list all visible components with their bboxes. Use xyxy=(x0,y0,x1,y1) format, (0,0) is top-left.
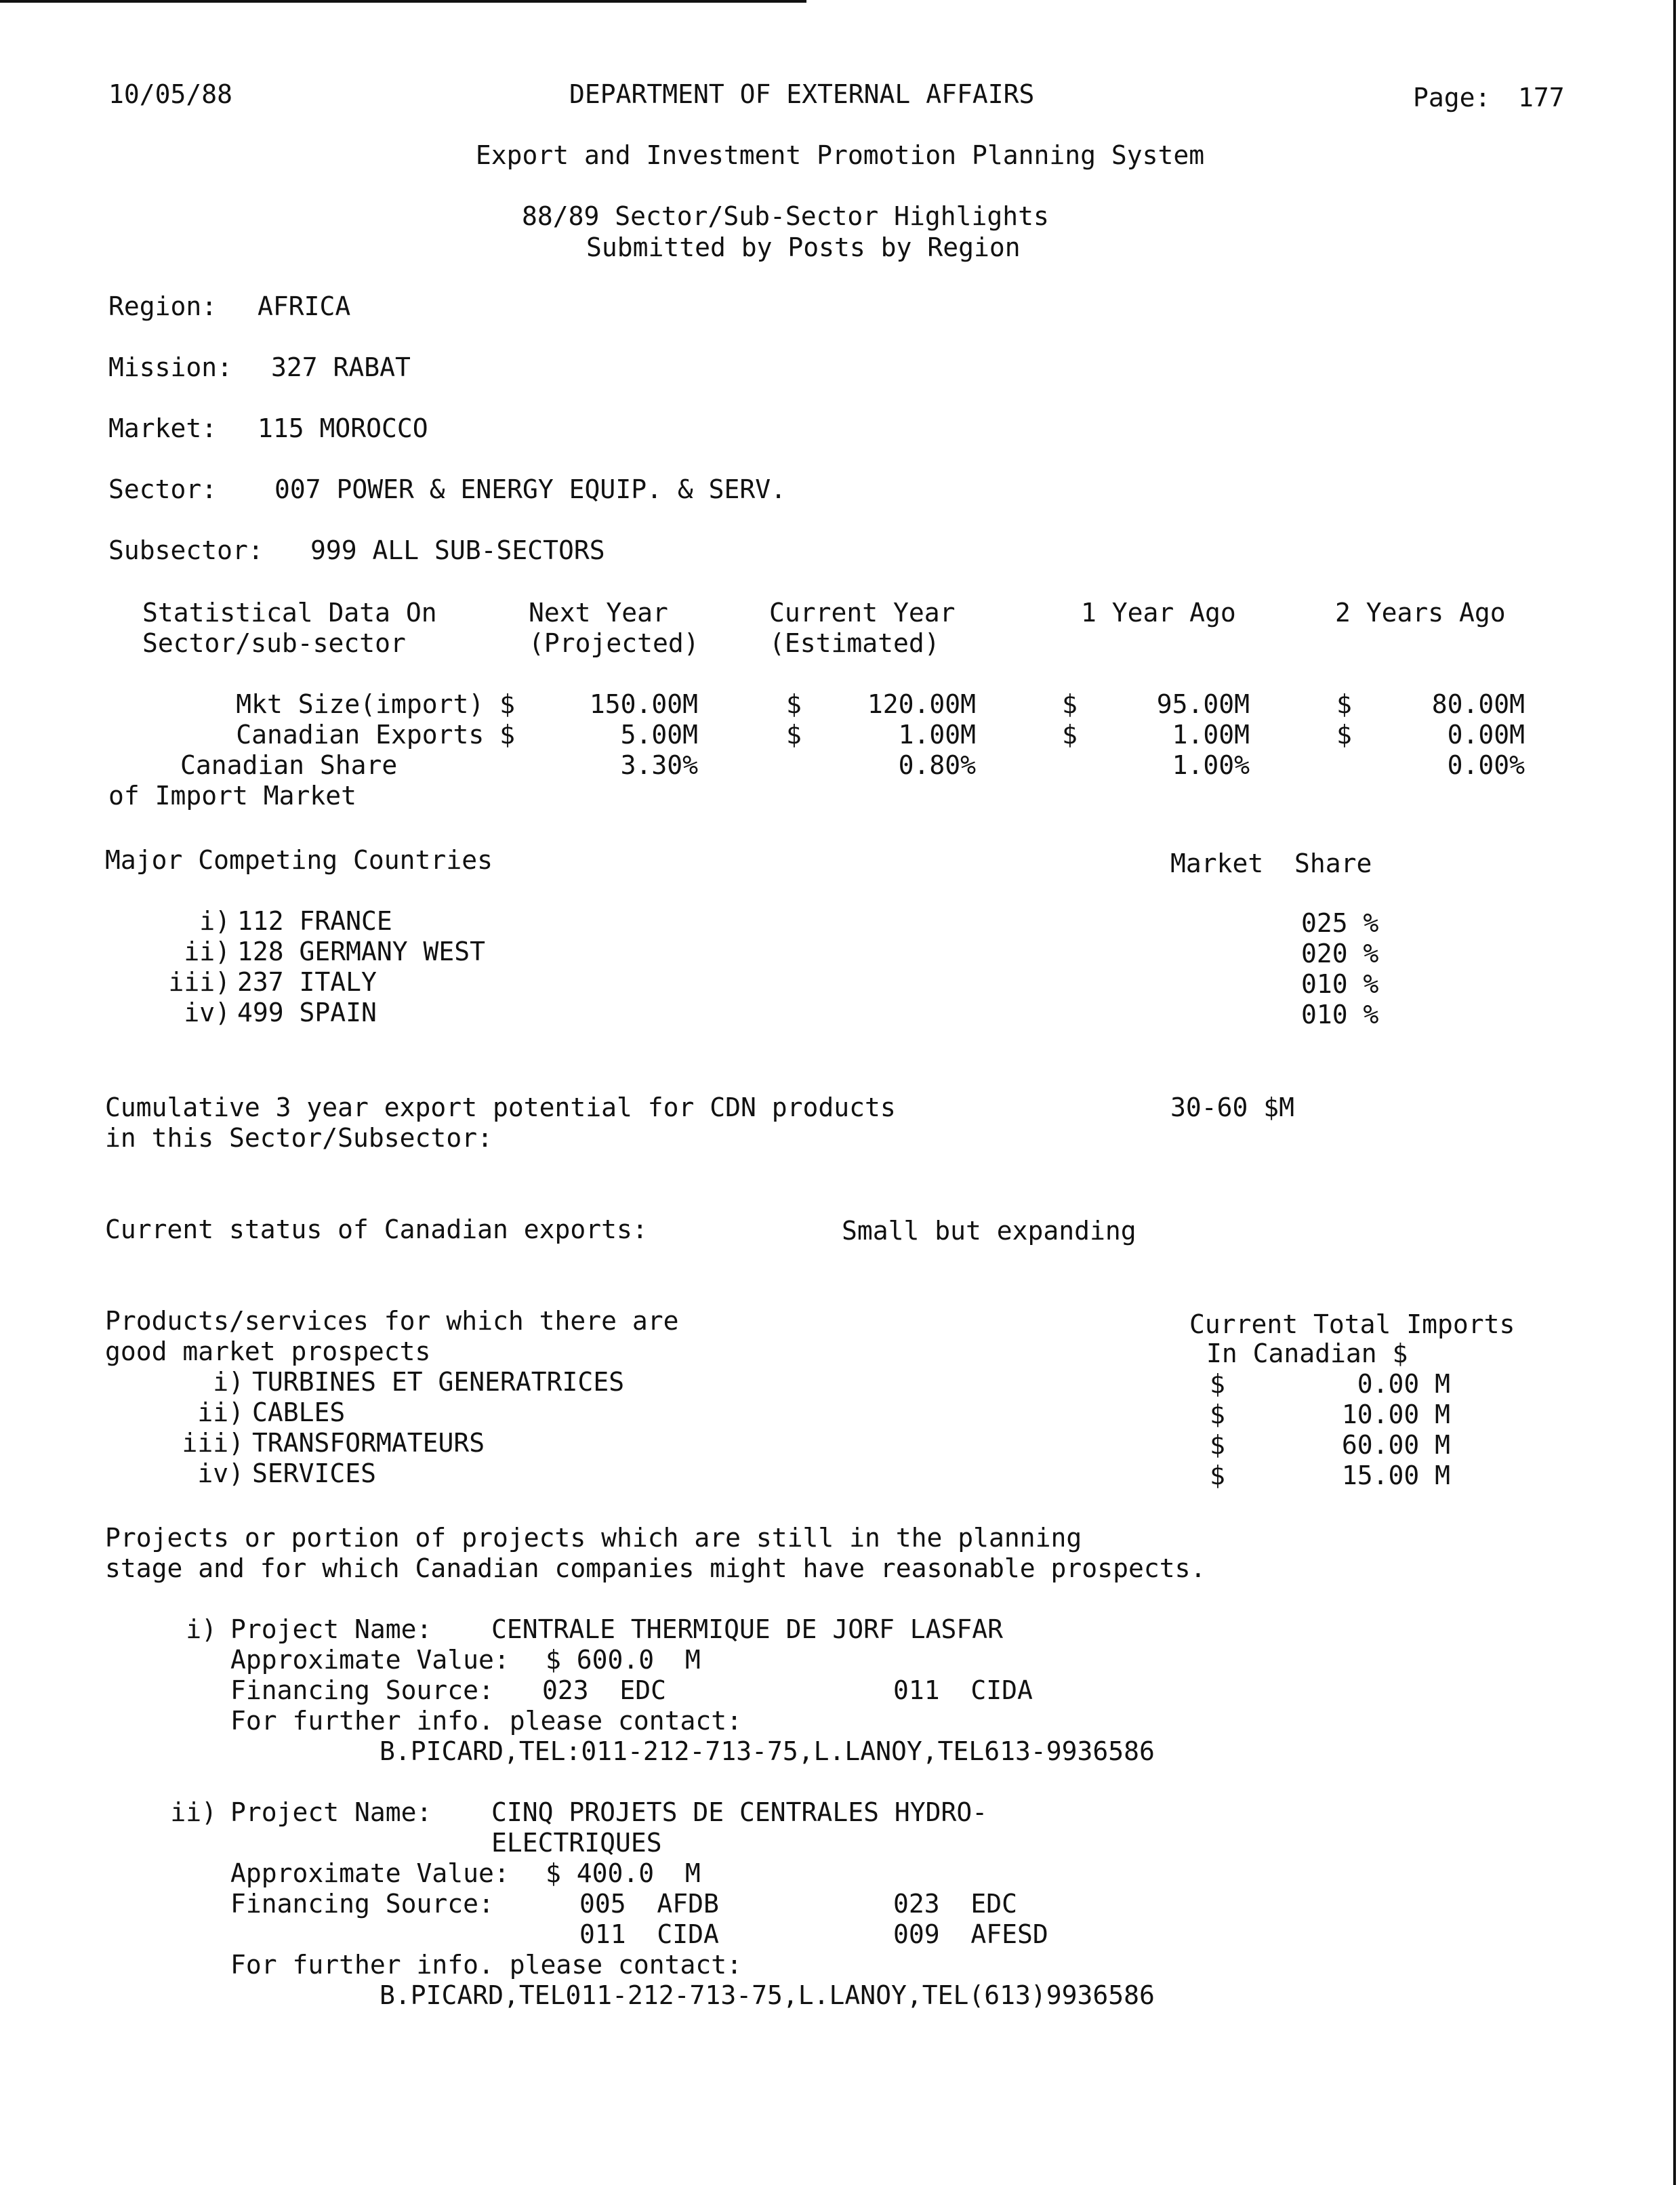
competitor-num: ii) xyxy=(184,937,230,966)
competitor-share: 010 % xyxy=(1301,969,1379,999)
stat-row-label: Canadian Share xyxy=(180,750,398,780)
stat-current: 1.00M xyxy=(898,720,976,750)
system-title: Export and Investment Promotion Planning System xyxy=(475,140,1205,170)
stat-2-years-ago: 80.00M xyxy=(1431,689,1525,719)
department-title: DEPARTMENT OF EXTERNAL AFFAIRS xyxy=(569,79,1035,109)
products-heading: Products/services for which there are xyxy=(105,1306,679,1336)
col-next-year-sub: (Projected) xyxy=(529,628,699,658)
product-dollar: $ xyxy=(1210,1400,1225,1429)
financing-source: 009 AFESD xyxy=(893,1919,1048,1949)
sector-label: Sector: xyxy=(108,474,218,504)
sector-value: 007 POWER & ENERGY EQUIP. & SERV. xyxy=(274,474,786,504)
financing-source: 023 EDC xyxy=(893,1889,1018,1919)
market-share-heading: Market Share xyxy=(1170,849,1372,878)
col-1-year-ago: 1 Year Ago xyxy=(1081,598,1236,628)
project-num: ii) xyxy=(170,1797,217,1827)
col-current-year-sub: (Estimated) xyxy=(769,628,940,658)
project-value-label: Approximate Value: xyxy=(230,1858,510,1888)
product-dollar: $ xyxy=(1210,1430,1225,1460)
financing-source: 011 CIDA xyxy=(893,1675,1033,1705)
page-number: 177 xyxy=(1518,83,1565,113)
mission-label: Mission: xyxy=(108,352,233,382)
financing-source-label: Financing Source: xyxy=(230,1675,494,1705)
project-value: $ 400.0 M xyxy=(546,1858,701,1888)
export-potential-value: 30-60 $M xyxy=(1170,1092,1295,1122)
product-dollar: $ xyxy=(1210,1369,1225,1399)
financing-source: 011 CIDA xyxy=(579,1919,719,1949)
subsector-value: 999 ALL SUB-SECTORS xyxy=(310,535,605,565)
product-import-value: 0.00 M xyxy=(1357,1369,1450,1399)
competitor-num: i) xyxy=(199,906,230,936)
market-value: 115 MOROCCO xyxy=(258,413,428,443)
project-name: CINQ PROJETS DE CENTRALES HYDRO- xyxy=(491,1797,988,1827)
product-num: i) xyxy=(213,1367,244,1397)
project-name-label: Project Name: xyxy=(230,1797,432,1827)
competitor-share: 020 % xyxy=(1301,939,1379,968)
export-potential-label: Cumulative 3 year export potential for CDN products xyxy=(105,1092,896,1122)
stat-row-label: Mkt Size(import) $ xyxy=(236,689,515,719)
project-name-label: Project Name: xyxy=(230,1614,432,1644)
mission-value: 327 RABAT xyxy=(271,352,411,382)
product-num: iv) xyxy=(197,1458,244,1488)
export-potential-label-2: in this Sector/Subsector: xyxy=(105,1123,493,1153)
stat-row-label-2: of Import Market xyxy=(108,781,357,811)
projects-intro: Projects or portion of projects which are still in the planning xyxy=(105,1523,1082,1553)
stat-2-years-ago: 0.00% xyxy=(1447,750,1525,780)
product-import-value: 60.00 M xyxy=(1341,1430,1450,1460)
contact-info: B.PICARD,TEL:011-212-713-75,L.LANOY,TEL613-9936586 xyxy=(380,1736,1155,1766)
product-name: SERVICES xyxy=(252,1458,377,1488)
competitor-country: 112 FRANCE xyxy=(237,906,392,936)
stat-next: 3.30% xyxy=(620,750,698,780)
project-value: $ 600.0 M xyxy=(546,1645,701,1675)
product-num: iii) xyxy=(182,1428,244,1458)
report-subtitle-2: Submitted by Posts by Region xyxy=(586,232,1021,262)
stat-2-years-ago: 0.00M xyxy=(1447,720,1525,750)
report-subtitle: 88/89 Sector/Sub-Sector Highlights xyxy=(522,201,1049,231)
region-label: Region: xyxy=(108,291,218,321)
product-name: TRANSFORMATEURS xyxy=(252,1428,485,1458)
page-right-edge xyxy=(1673,0,1676,2185)
subsector-label: Subsector: xyxy=(108,535,264,565)
product-name: CABLES xyxy=(252,1397,346,1427)
imports-heading-2: In Canadian $ xyxy=(1206,1339,1408,1368)
stat-dollar: $ xyxy=(1062,689,1078,719)
report-date: 10/05/88 xyxy=(108,79,233,109)
stat-dollar: $ xyxy=(1336,689,1352,719)
imports-heading: Current Total Imports xyxy=(1189,1309,1515,1339)
stat-dollar: $ xyxy=(786,720,802,750)
product-dollar: $ xyxy=(1210,1461,1225,1490)
competitor-num: iv) xyxy=(184,998,230,1027)
competitor-share: 025 % xyxy=(1301,908,1379,938)
financing-source: 005 AFDB xyxy=(579,1889,719,1919)
page-top-edge xyxy=(0,0,806,3)
project-name: CENTRALE THERMIQUE DE JORF LASFAR xyxy=(491,1614,1003,1644)
contact-label: For further info. please contact: xyxy=(230,1950,742,1980)
product-import-value: 10.00 M xyxy=(1341,1400,1450,1429)
competitor-country: 128 GERMANY WEST xyxy=(237,937,486,966)
stat-next: 5.00M xyxy=(620,720,698,750)
product-import-value: 15.00 M xyxy=(1341,1461,1450,1490)
stats-heading-2: Sector/sub-sector xyxy=(142,628,406,658)
stats-heading: Statistical Data On xyxy=(142,598,437,628)
market-label: Market: xyxy=(108,413,218,443)
stat-current: 0.80% xyxy=(898,750,976,780)
export-status-label: Current status of Canadian exports: xyxy=(105,1214,648,1244)
stat-1-year-ago: 95.00M xyxy=(1156,689,1250,719)
contact-info: B.PICARD,TEL011-212-713-75,L.LANOY,TEL(613)9936586 xyxy=(380,1980,1155,2010)
competitor-country: 499 SPAIN xyxy=(237,998,377,1027)
product-num: ii) xyxy=(197,1397,244,1427)
products-heading-2: good market prospects xyxy=(105,1336,431,1366)
col-2-years-ago: 2 Years Ago xyxy=(1335,598,1506,628)
stat-row-label: Canadian Exports $ xyxy=(236,720,515,750)
region-value: AFRICA xyxy=(258,291,351,321)
page-label: Page: xyxy=(1413,83,1491,113)
competitors-title: Major Competing Countries xyxy=(105,845,493,875)
stat-dollar: $ xyxy=(1062,720,1078,750)
stat-current: 120.00M xyxy=(867,689,976,719)
stat-1-year-ago: 1.00% xyxy=(1172,750,1250,780)
financing-source-label: Financing Source: xyxy=(230,1889,494,1919)
stat-next: 150.00M xyxy=(589,689,698,719)
contact-label: For further info. please contact: xyxy=(230,1706,742,1736)
product-name: TURBINES ET GENERATRICES xyxy=(252,1367,625,1397)
project-name-2: ELECTRIQUES xyxy=(491,1828,662,1858)
project-value-label: Approximate Value: xyxy=(230,1645,510,1675)
col-current-year: Current Year xyxy=(769,598,956,628)
export-status-value: Small but expanding xyxy=(842,1216,1136,1246)
stat-dollar: $ xyxy=(1336,720,1352,750)
competitor-share: 010 % xyxy=(1301,1000,1379,1029)
financing-source: 023 EDC xyxy=(542,1675,667,1705)
stat-dollar: $ xyxy=(786,689,802,719)
stat-1-year-ago: 1.00M xyxy=(1172,720,1250,750)
col-next-year: Next Year xyxy=(529,598,668,628)
competitor-country: 237 ITALY xyxy=(237,967,377,997)
project-num: i) xyxy=(186,1614,217,1644)
competitor-num: iii) xyxy=(168,967,230,997)
projects-intro-2: stage and for which Canadian companies might have reasonable prospects. xyxy=(105,1553,1206,1583)
